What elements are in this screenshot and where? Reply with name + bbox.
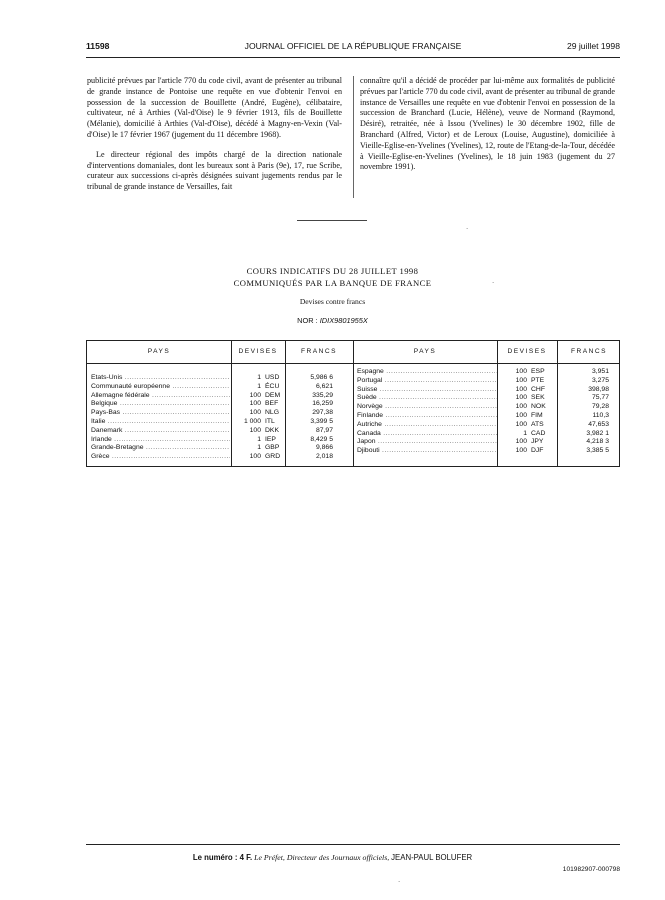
- country-name: Canada .....: [357, 430, 497, 439]
- exchange-rate-table: [86, 340, 620, 467]
- table-row: [353, 447, 621, 456]
- currency-unit: 1 000: [243, 418, 261, 425]
- currency-unit: 100: [515, 385, 527, 393]
- currency-unit: 100: [249, 400, 261, 408]
- country-name: Suède .....: [357, 394, 497, 403]
- section-divider: [297, 220, 367, 221]
- currency-code: ITL: [265, 418, 275, 425]
- currency-code: NLG: [265, 409, 279, 417]
- franc-rate: 87,97: [315, 426, 333, 434]
- header-devises-right: DEVISES: [507, 348, 547, 355]
- currency-unit: 100: [249, 409, 261, 417]
- left-paragraph-2: Le directeur régional des impôts chargé de la direction nationale d'interventions domaniales, dont les bureaux sont à Paris (9e), 17, rue Scribe, curateur aux successions ci-après désignées suivant jugements rendus par le tribunal de grande instance de Versailles, fait: [87, 149, 342, 192]
- currency-code: USD: [265, 374, 280, 381]
- stray-mark: ·: [466, 225, 469, 233]
- franc-rate: 3,275: [591, 376, 609, 384]
- currency-unit: 100: [515, 376, 527, 384]
- franc-rate: 297,38: [312, 409, 333, 417]
- currency-code: IEP: [265, 435, 276, 443]
- currency-unit: 100: [515, 420, 527, 428]
- table-row: [353, 412, 621, 421]
- currency-code: PTE: [531, 376, 545, 384]
- currency-unit: 100: [515, 394, 527, 402]
- table-row: [87, 374, 353, 383]
- left-text-column: [87, 76, 342, 193]
- currency-code: FIM: [531, 412, 543, 419]
- table-row: [353, 368, 621, 377]
- table-row: [353, 403, 621, 412]
- table-row: [87, 392, 353, 401]
- table-row: [353, 438, 621, 447]
- director-name: JEAN-PAUL BOLUFER: [391, 853, 473, 862]
- currency-code: ÉCU: [265, 382, 280, 390]
- currency-code: JPY: [531, 438, 544, 446]
- page-footer: [0, 853, 665, 862]
- currency-unit: 100: [249, 426, 261, 434]
- section-title-line-1: COURS INDICATIFS DU 28 JUILLET 1998: [246, 266, 419, 276]
- country-name: Espagne .....: [357, 368, 497, 377]
- currency-unit: 1: [257, 374, 261, 381]
- franc-rate: 335,29: [312, 391, 333, 399]
- country-name: Suisse .....: [357, 386, 497, 395]
- table-row: [87, 427, 353, 436]
- left-paragraph-1: publicité prévues par l'article 770 du code civil, avant de présenter au tribunal de grande instance de Pontoise une requête en vue d'obtenir l'envoi en possession de la succession de Bouillette (André, Eugène), célibataire, cultivateur, né à Arthies (Val-d'Oise) le 9 février 1913, fils de Bouillette (Mélanie), domicilié à Arthies (Val-d'Oise), décédé à Magny-en-Vexin (Val-d'Oise) le 17 février 1967 (jugement du 11 décembre 1968).: [87, 76, 342, 139]
- nor-reference: [0, 316, 665, 325]
- currency-unit: 100: [515, 438, 527, 446]
- print-reference: 101982907-000798: [562, 866, 620, 873]
- currency-code: CHF: [531, 385, 545, 393]
- currency-unit: 100: [515, 403, 527, 411]
- currency-code: SEK: [531, 394, 545, 402]
- franc-rate: 6,621: [315, 382, 333, 390]
- column-separator: [353, 76, 354, 198]
- table-row: [87, 436, 353, 445]
- currency-code: ESP: [531, 368, 545, 375]
- issue-date: 29 juillet 1998: [566, 41, 620, 51]
- table-row: [87, 444, 353, 453]
- nor-label: NOR :: [297, 316, 318, 325]
- currency-code: DEM: [265, 391, 281, 399]
- franc-rate: 3,951: [591, 368, 609, 375]
- currency-unit: 1: [257, 435, 261, 443]
- country-name: Autriche .....: [357, 421, 497, 430]
- currency-code: BEF: [265, 400, 279, 408]
- franc-rate: 3,399 5: [310, 418, 333, 425]
- table-row: [353, 386, 621, 395]
- country-name: Portugal .....: [357, 377, 497, 386]
- currency-unit: 1: [257, 382, 261, 390]
- country-name: Norvège .....: [357, 403, 497, 412]
- table-row: [353, 421, 621, 430]
- currency-unit: 100: [249, 453, 261, 461]
- country-name: Etats-Unis .....: [91, 374, 230, 383]
- currency-code: ATS: [531, 420, 544, 428]
- header-francs-right: FRANCS: [570, 348, 608, 355]
- section-subtitle: Devises contre francs: [299, 297, 366, 306]
- country-name: Djibouti .....: [357, 447, 497, 456]
- page-number: 11598: [86, 41, 110, 51]
- franc-rate: 110,3: [592, 412, 609, 419]
- currency-unit: 1: [257, 444, 261, 452]
- currency-unit: 100: [249, 391, 261, 399]
- country-name: Grande-Bretagne .....: [91, 444, 230, 453]
- right-paragraph-1: connaître qu'il a décidé de procéder par lui-même aux formalités de publicité prévues par l'article 770 du code civil, avant de présenter au tribunal de grande instance de Versailles une requête en vue d'obtenir l'envoi en possession de la succession de Branchard (Lucie, Hélène), veuve de Normand (Raymond, Désiré), retraitée, née à Issou (Yvelines) le 30 décembre 1902, fille de Branchard (Alfred, Victor) et de Leroux (Louise, Augustine), domiciliée à Vieille-Eglise-en-Yvelines (Yvelines), 12, route de l'Etang-de-la-Tour, décédée à Vieille-Eglise-en-Yvelines (Yvelines), le 18 juin 1983 (jugement du 27 novembre 1991).: [360, 76, 615, 172]
- franc-rate: 9,866: [315, 444, 333, 452]
- country-name: Pays-Bas .....: [91, 409, 230, 418]
- franc-rate: 47,653: [588, 420, 609, 428]
- currency-code: GRD: [265, 453, 281, 461]
- franc-rate: 75,77: [591, 394, 609, 402]
- country-name: Belgique .....: [91, 400, 230, 409]
- country-name: Finlande .....: [357, 412, 497, 421]
- country-name: Communauté européenne .....: [91, 383, 230, 392]
- header-pays-right: PAYS: [413, 348, 437, 355]
- franc-rate: 2,018: [315, 453, 333, 461]
- franc-rate: 8,429 5: [310, 435, 333, 443]
- currency-code: DKK: [265, 426, 279, 434]
- franc-rate: 16,259: [312, 400, 333, 408]
- franc-rate: 4,218 3: [586, 438, 609, 446]
- franc-rate: 79,28: [591, 403, 609, 411]
- currency-unit: 100: [515, 412, 527, 419]
- table-header-divider: [87, 363, 619, 364]
- header-devises-left: DEVISES: [238, 348, 278, 355]
- country-name: Italie .....: [91, 418, 230, 427]
- issue-price: Le numéro : 4 F.: [192, 853, 253, 862]
- table-row: [353, 430, 621, 439]
- table-row: [87, 418, 353, 427]
- director-title: Le Préfet, Directeur des Journaux officiels,: [254, 853, 390, 862]
- currency-unit: 1: [523, 429, 527, 437]
- franc-rate: 3,982 1: [586, 429, 609, 437]
- footer-divider: [86, 844, 620, 845]
- country-name: Japon .....: [357, 438, 497, 447]
- table-row: [87, 383, 353, 392]
- currency-code: NOK: [531, 403, 546, 411]
- section-title-line-2: COMMUNIQUÉS PAR LA BANQUE DE FRANCE: [233, 278, 432, 288]
- country-name: Irlande .....: [91, 436, 230, 445]
- currency-code: CAD: [531, 429, 546, 437]
- currency-code: GBP: [265, 444, 280, 452]
- country-name: Allemagne fédérale .....: [91, 392, 230, 401]
- page-header: [86, 41, 620, 57]
- stray-mark: ·: [398, 878, 401, 886]
- table-row: [87, 453, 353, 462]
- right-text-column: [360, 76, 615, 173]
- franc-rate: 5,986 6: [310, 374, 333, 381]
- table-row: [353, 377, 621, 386]
- stray-mark: ·: [492, 279, 495, 287]
- header-francs-left: FRANCS: [300, 348, 338, 355]
- table-row: [87, 400, 353, 409]
- country-name: Danemark .....: [91, 427, 230, 436]
- table-row: [353, 394, 621, 403]
- currency-unit: 100: [515, 368, 527, 375]
- country-name: Grèce .....: [91, 453, 230, 462]
- currency-unit: 100: [515, 447, 527, 455]
- currency-code: DJF: [531, 447, 544, 455]
- franc-rate: 398,98: [588, 385, 609, 393]
- header-pays-left: PAYS: [147, 348, 171, 355]
- table-row: [87, 409, 353, 418]
- franc-rate: 3,385 5: [586, 447, 609, 455]
- header-divider: [86, 57, 620, 58]
- journal-title: JOURNAL OFFICIEL DE LA RÉPUBLIQUE FRANÇAISE: [244, 41, 462, 51]
- nor-code: IDIX9801955X: [319, 316, 368, 325]
